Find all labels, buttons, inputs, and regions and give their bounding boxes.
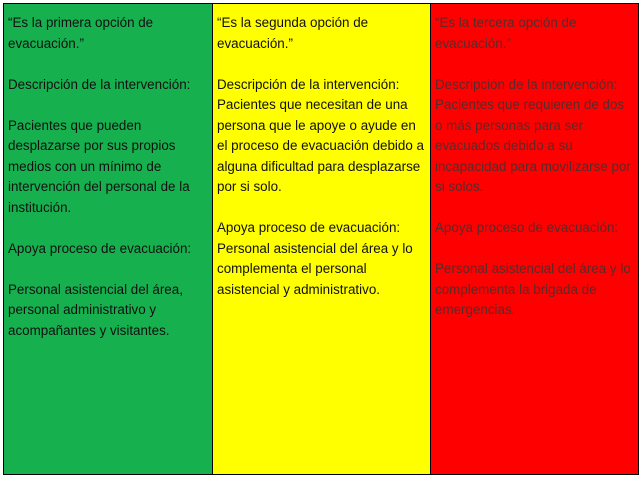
support-text: Personal asistencial del área y lo complementa la brigada de emergencias. — [435, 261, 631, 317]
first-option-column — [4, 4, 212, 474]
support-label: Apoya proceso de evacuación: — [8, 240, 192, 256]
description-text: Pacientes que requieren de dos o más personas para ser evacuados debido a su incapacidad para movilizarse por si solos. — [435, 97, 631, 194]
evacuation-options-table — [3, 3, 639, 475]
option-title: “Es la primera opción de evacuación.” — [8, 15, 154, 51]
description-text: Pacientes que necesitan de una persona que le apoye o ayude en el proceso de evacuación debido a alguna dificultad para desplazarse por si solo. — [217, 97, 424, 194]
option-title: “Es la tercera opción de evacuación.” — [435, 15, 577, 51]
second-option-column — [212, 4, 430, 474]
description-label: Descripción de la intervención: — [435, 76, 618, 92]
option-title: “Es la segunda opción de evacuación.” — [217, 15, 369, 51]
description-label: Descripción de la intervención: — [217, 76, 400, 92]
description-label: Descripción de la intervención: — [8, 76, 191, 92]
third-option-column — [430, 4, 638, 474]
support-label: Apoya proceso de evacuación: — [217, 220, 401, 235]
support-text: Personal asistencial del área y lo complementa el personal asistencial y administrativo. — [217, 240, 413, 297]
support-label: Apoya proceso de evacuación: — [435, 220, 619, 235]
support-text: Personal asistencial del área, personal administrativo y acompañantes y visitantes. — [8, 281, 183, 338]
description-text: Pacientes que pueden desplazarse por sus propios medios con un mínimo de intervención del personal de la institución. — [8, 117, 190, 215]
